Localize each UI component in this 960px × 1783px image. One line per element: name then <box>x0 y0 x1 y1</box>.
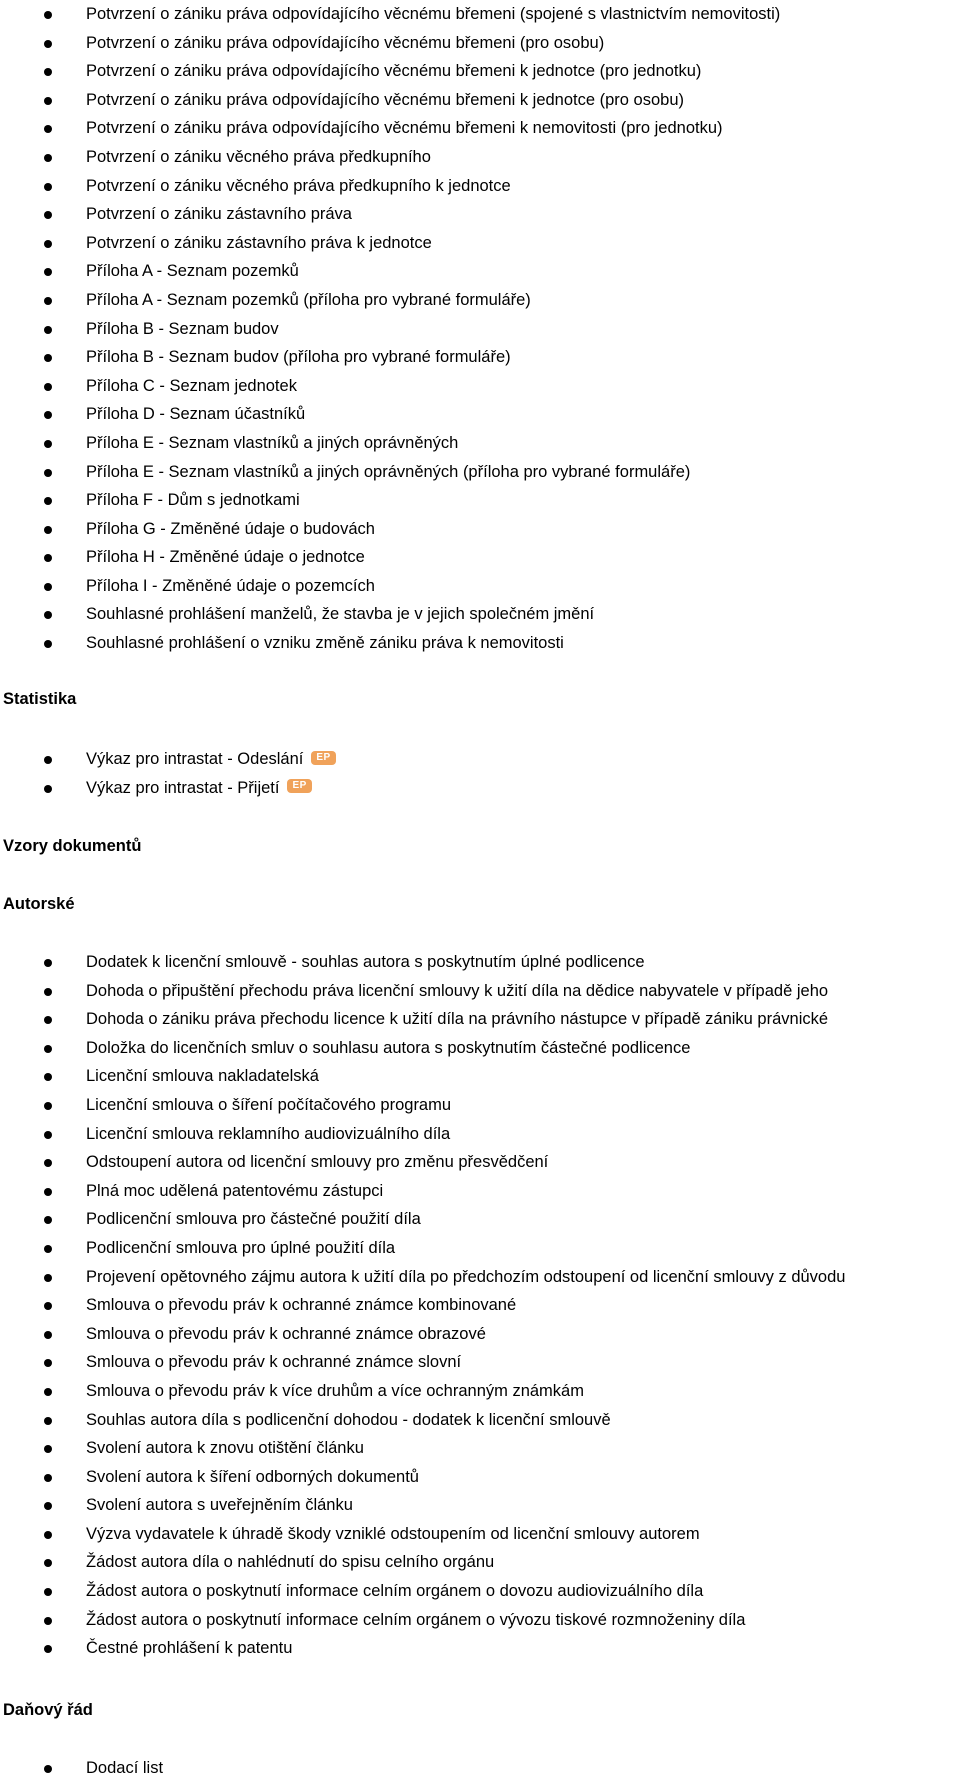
document-link-item[interactable] <box>0 572 960 601</box>
document-link-item[interactable] <box>0 372 960 401</box>
document-link-label[interactable]: Příloha F - Dům s jednotkami <box>86 491 300 510</box>
bullet-icon <box>44 1131 52 1139</box>
bullet-icon <box>44 1045 52 1053</box>
document-link-label[interactable]: Potvrzení o zániku zástavního práva <box>86 205 352 224</box>
document-link-label[interactable]: Podlicenční smlouva pro úplné použití díla <box>86 1238 396 1257</box>
document-link-label[interactable]: Příloha G - Změněné údaje o budovách <box>86 519 375 538</box>
bullet-icon <box>44 611 52 619</box>
document-link-item[interactable] <box>0 1234 960 1263</box>
bullet-icon <box>44 1388 52 1396</box>
ep-badge-icon: EP <box>311 751 335 765</box>
document-link-label[interactable]: Licenční smlouva reklamního audiovizuálního díla <box>86 1124 451 1143</box>
document-link-label[interactable]: Příloha A - Seznam pozemků <box>86 262 299 281</box>
document-link-item[interactable] <box>0 515 960 544</box>
section-heading-vzory-dokumentu: Vzory dokumentů <box>3 837 142 855</box>
document-link-item[interactable] <box>0 1520 960 1549</box>
section-heading-autorske: Autorské <box>3 895 75 913</box>
document-link-label[interactable]: Dodací list <box>86 1759 164 1777</box>
document-link-item[interactable] <box>0 1548 960 1577</box>
document-link-label[interactable]: Souhlas autora díla s podlicenční dohodou - dodatek k licenční smlouvě <box>86 1410 611 1429</box>
document-link-label[interactable]: Svolení autora k znovu otištění článku <box>86 1439 364 1458</box>
bullet-icon <box>44 1216 52 1224</box>
bullet-icon <box>44 1245 52 1253</box>
document-link-label[interactable]: Výzva vydavatele k úhradě škody vzniklé odstoupením od licenční smlouvy autorem <box>86 1524 700 1543</box>
document-link-label[interactable]: Potvrzení o zániku práva odpovídajícího věcnému břemeni k nemovitosti (pro jednotku) <box>86 119 723 138</box>
document-link-item[interactable] <box>0 774 960 803</box>
bullet-icon <box>44 1617 52 1625</box>
document-link-item[interactable] <box>0 600 960 629</box>
document-link-label[interactable]: Doložka do licenčních smluv o souhlasu autora s poskytnutím částečné podlicence <box>86 1038 691 1057</box>
document-link-label[interactable]: Svolení autora k šíření odborných dokumentů <box>86 1467 419 1486</box>
document-link-item[interactable] <box>0 143 960 172</box>
bullet-icon <box>44 526 52 534</box>
section-heading-danovy-rad: Daňový řád <box>3 1701 93 1719</box>
document-link-label[interactable]: Dohoda o připuštění přechodu práva licenční smlouvy k užití díla na dědice nabyvatele v případě jeho <box>86 981 829 1000</box>
document-link-item[interactable] <box>0 1062 960 1091</box>
document-link-item[interactable] <box>0 286 960 315</box>
document-link-label[interactable]: Žádost autora o poskytnutí informace celním orgánem o dovozu audiovizuálního díla <box>86 1582 704 1601</box>
forms-list-danovy-rad <box>0 1754 960 1783</box>
forms-list-autorske <box>0 948 960 1663</box>
document-link-item[interactable] <box>0 200 960 229</box>
document-link-item[interactable] <box>0 86 960 115</box>
bullet-icon <box>44 1588 52 1596</box>
document-link-label[interactable]: Žádost autora o poskytnutí informace celním orgánem o vývozu tiskové rozmnoženiny díla <box>86 1610 746 1629</box>
document-link-item[interactable] <box>0 315 960 344</box>
bullet-icon <box>44 1531 52 1539</box>
document-link-item[interactable] <box>0 745 960 774</box>
document-link-item[interactable] <box>0 1320 960 1349</box>
document-link-item[interactable] <box>0 343 960 372</box>
document-link-item[interactable] <box>0 1291 960 1320</box>
document-link-label[interactable]: Příloha H - Změněné údaje o jednotce <box>86 548 365 567</box>
document-link-item[interactable] <box>0 1377 960 1406</box>
bullet-icon <box>44 1274 52 1282</box>
bullet-icon <box>44 68 52 76</box>
document-link-item[interactable] <box>0 1205 960 1234</box>
document-link-label[interactable]: Projevení opětovného zájmu autora k užití díla po předchozím odstoupení od licenční smlouvy z důvodu <box>86 1267 846 1286</box>
document-link-item[interactable] <box>0 1091 960 1120</box>
document-link-item[interactable] <box>0 1177 960 1206</box>
document-link-item[interactable] <box>0 977 960 1006</box>
bullet-icon <box>44 1502 52 1510</box>
bullet-icon <box>44 1765 52 1773</box>
document-link-label[interactable]: Svolení autora s uveřejněním článku <box>86 1496 353 1515</box>
bullet-icon <box>44 183 52 191</box>
document-link-item[interactable] <box>0 1348 960 1377</box>
document-link-item[interactable] <box>0 0 960 29</box>
document-link-item[interactable] <box>0 1463 960 1492</box>
bullet-icon <box>44 1645 52 1653</box>
document-link-label[interactable]: Potvrzení o zániku práva odpovídajícího věcnému břemeni (spojené s vlastnictvím nemovitosti) <box>86 5 781 23</box>
document-link-label[interactable]: Čestné prohlášení k patentu <box>86 1639 293 1658</box>
bullet-icon <box>44 440 52 448</box>
bullet-icon <box>44 240 52 248</box>
document-link-label[interactable]: Licenční smlouva o šíření počítačového programu <box>86 1095 452 1114</box>
bullet-icon <box>44 383 52 391</box>
document-link-label[interactable]: Výkaz pro intrastat - Přijetí <box>86 778 280 797</box>
bullet-icon <box>44 1359 52 1367</box>
bullet-icon <box>44 154 52 162</box>
bullet-icon <box>44 756 52 764</box>
bullet-icon <box>44 497 52 505</box>
bullet-icon <box>44 640 52 648</box>
bullet-icon <box>44 297 52 305</box>
bullet-icon <box>44 1016 52 1024</box>
document-link-item[interactable] <box>0 229 960 258</box>
bullet-icon <box>44 554 52 562</box>
document-link-label[interactable]: Smlouva o převodu práv k více druhům a více ochranným známkám <box>86 1381 584 1400</box>
document-link-item[interactable] <box>0 114 960 143</box>
bullet-icon <box>44 326 52 334</box>
document-link-label[interactable]: Dohoda o zániku práva přechodu licence k užití díla na právního nástupce v případě zániku právnické <box>86 1010 829 1029</box>
bullet-icon <box>44 583 52 591</box>
document-link-item[interactable] <box>0 948 960 977</box>
bullet-icon <box>44 1445 52 1453</box>
document-link-item[interactable] <box>0 57 960 86</box>
document-link-label[interactable]: Licenční smlouva nakladatelská <box>86 1067 319 1086</box>
document-link-label[interactable]: Příloha B - Seznam budov (příloha pro vybrané formuláře) <box>86 348 511 367</box>
document-link-label[interactable]: Žádost autora díla o nahlédnutí do spisu celního orgánu <box>86 1553 495 1572</box>
document-link-label[interactable]: Příloha B - Seznam budov <box>86 319 279 338</box>
document-link-label[interactable]: Plná moc udělená patentovému zástupci <box>86 1181 384 1200</box>
document-link-label[interactable]: Odstoupení autora od licenční smlouvy pro změnu přesvědčení <box>86 1153 549 1172</box>
bullet-icon <box>44 268 52 276</box>
document-link-item[interactable] <box>0 1491 960 1520</box>
document-link-label[interactable]: Příloha I - Změněné údaje o pozemcích <box>86 576 375 595</box>
document-link-item[interactable] <box>0 257 960 286</box>
document-link-label[interactable]: Výkaz pro intrastat - Odeslání <box>86 750 304 768</box>
document-link-item[interactable] <box>0 543 960 572</box>
document-link-label[interactable]: Dodatek k licenční smlouvě - souhlas autora s poskytnutím úplné podlicence <box>86 953 645 971</box>
document-link-item[interactable] <box>0 1005 960 1034</box>
bullet-icon <box>44 40 52 48</box>
document-link-item[interactable] <box>0 1034 960 1063</box>
document-link-label[interactable]: Příloha D - Seznam účastníků <box>86 405 306 424</box>
forms-list-statistika <box>0 745 960 802</box>
document-link-item[interactable] <box>0 486 960 515</box>
document-link-label[interactable]: Potvrzení o zániku práva odpovídajícího věcnému břemeni k jednotce (pro jednotku) <box>86 62 702 81</box>
document-link-item[interactable] <box>0 458 960 487</box>
document-link-label[interactable]: Příloha C - Seznam jednotek <box>86 376 297 395</box>
bullet-icon <box>44 354 52 362</box>
document-link-item[interactable] <box>0 1406 960 1435</box>
bullet-icon <box>44 1331 52 1339</box>
bullet-icon <box>44 1474 52 1482</box>
bullet-icon <box>44 1188 52 1196</box>
document-link-item[interactable] <box>0 1577 960 1606</box>
document-link-label[interactable]: Příloha A - Seznam pozemků (příloha pro vybrané formuláře) <box>86 290 531 309</box>
bullet-icon <box>44 1417 52 1425</box>
document-link-item[interactable] <box>0 29 960 58</box>
document-link-label[interactable]: Smlouva o převodu práv k ochranné známce slovní <box>86 1353 462 1372</box>
document-link-label[interactable]: Smlouva o převodu práv k ochranné známce obrazové <box>86 1324 486 1343</box>
bullet-icon <box>44 211 52 219</box>
bullet-icon <box>44 988 52 996</box>
document-link-label[interactable]: Potvrzení o zániku práva odpovídajícího věcnému břemeni k jednotce (pro osobu) <box>86 90 685 109</box>
document-link-label[interactable]: Příloha E - Seznam vlastníků a jiných oprávněných <box>86 433 459 452</box>
bullet-icon <box>44 1073 52 1081</box>
bullet-icon <box>44 1302 52 1310</box>
document-link-item[interactable] <box>0 1606 960 1635</box>
forms-list-katastr <box>0 0 960 658</box>
ep-badge-icon: EP <box>287 779 311 793</box>
bullet-icon <box>44 125 52 133</box>
document-link-label[interactable]: Podlicenční smlouva pro částečné použití díla <box>86 1210 421 1229</box>
document-link-label[interactable]: Potvrzení o zániku věcného práva předkupního k jednotce <box>86 176 511 195</box>
section-heading-statistika: Statistika <box>3 690 77 708</box>
document-link-label[interactable]: Potvrzení o zániku věcného práva předkupního <box>86 147 431 166</box>
document-link-label[interactable]: Smlouva o převodu práv k ochranné známce kombinované <box>86 1296 517 1315</box>
document-link-label[interactable]: Příloha E - Seznam vlastníků a jiných oprávněných (příloha pro vybrané formuláře) <box>86 462 691 481</box>
document-link-item[interactable] <box>0 400 960 429</box>
document-link-label[interactable]: Potvrzení o zániku práva odpovídajícího věcnému břemeni (pro osobu) <box>86 33 605 52</box>
bullet-icon <box>44 469 52 477</box>
document-link-item[interactable] <box>0 172 960 201</box>
bullet-icon <box>44 1159 52 1167</box>
document-link-item[interactable] <box>0 1754 960 1783</box>
document-link-item[interactable] <box>0 429 960 458</box>
document-link-label[interactable]: Souhlasné prohlášení o vzniku změně zániku práva k nemovitosti <box>86 634 564 653</box>
bullet-icon <box>44 1559 52 1567</box>
document-link-label[interactable]: Potvrzení o zániku zástavního práva k jednotce <box>86 233 432 252</box>
bullet-icon <box>44 411 52 419</box>
document-link-item[interactable] <box>0 1263 960 1292</box>
bullet-icon <box>44 785 52 793</box>
document-link-item[interactable] <box>0 1434 960 1463</box>
document-link-item[interactable] <box>0 1120 960 1149</box>
bullet-icon <box>44 97 52 105</box>
bullet-icon <box>44 11 52 19</box>
document-link-label[interactable]: Souhlasné prohlášení manželů, že stavba je v jejich společném jmění <box>86 605 595 624</box>
bullet-icon <box>44 959 52 967</box>
bullet-icon <box>44 1102 52 1110</box>
document-link-item[interactable] <box>0 629 960 658</box>
document-link-item[interactable] <box>0 1148 960 1177</box>
document-link-item[interactable] <box>0 1634 960 1663</box>
